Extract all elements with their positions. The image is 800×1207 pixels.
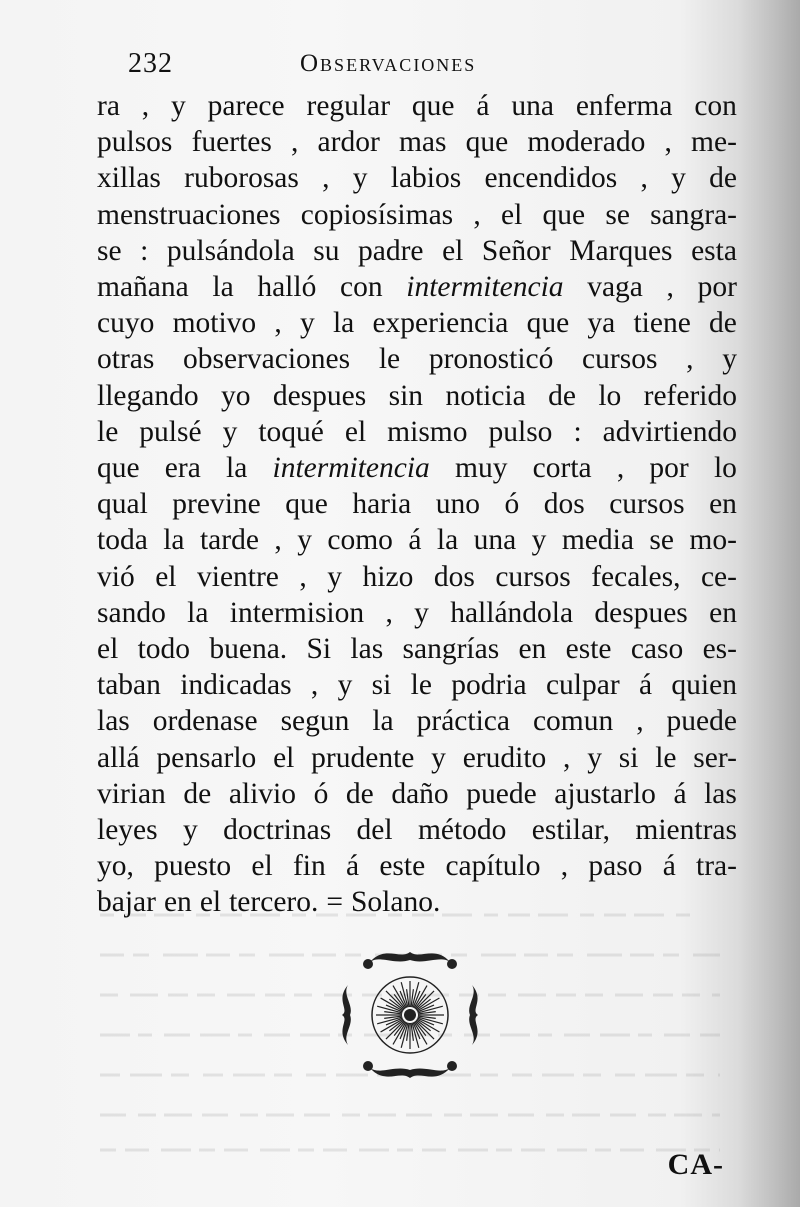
word: á (408, 524, 422, 557)
word: sin (388, 379, 424, 412)
word: como (327, 524, 393, 557)
word: haria (352, 488, 412, 521)
word: mo- (689, 524, 737, 557)
word: le (655, 741, 677, 774)
word: la (436, 524, 459, 557)
word: pronosticó (428, 343, 554, 376)
word: padre (358, 234, 424, 267)
word: su (313, 234, 340, 267)
word: referido (643, 379, 737, 412)
word: pulsé (139, 415, 202, 448)
word: la (332, 307, 355, 340)
word: , (666, 271, 674, 304)
word: daño (391, 777, 449, 810)
word: caso (630, 633, 684, 666)
word: halló (257, 271, 317, 304)
word: cursos (609, 488, 685, 521)
text-line (97, 341, 737, 377)
word: método (417, 814, 507, 847)
word: este (565, 633, 612, 666)
word: paso (588, 850, 643, 883)
word: virian (97, 777, 166, 810)
word: fin (292, 850, 326, 883)
word: si (618, 741, 639, 774)
word: á (476, 90, 490, 122)
word: y (297, 524, 312, 557)
word: observaciones (183, 343, 351, 376)
word: tarde (199, 524, 259, 557)
word: toqué (258, 415, 324, 448)
word: lo (598, 379, 622, 412)
word: sangrías (402, 633, 500, 666)
text-line (97, 124, 737, 160)
word: y (171, 90, 186, 122)
text-line (97, 740, 737, 776)
word: alivio (228, 777, 296, 810)
word: , (560, 850, 569, 883)
word: = (326, 886, 343, 919)
text-line (97, 160, 737, 196)
running-title: Observaciones (300, 50, 477, 77)
word: con (694, 90, 737, 122)
word: y (414, 596, 429, 629)
word: , (664, 126, 672, 159)
word: intermision (229, 596, 365, 629)
word: el (199, 886, 222, 919)
word: tercero. (229, 886, 319, 919)
word: este (379, 850, 426, 883)
body-text (97, 88, 737, 921)
word: y (182, 814, 198, 847)
word: motivo (172, 307, 257, 340)
word: advirtiendo (602, 415, 737, 448)
word: , (322, 162, 330, 195)
word: que (285, 488, 328, 521)
word: , (616, 452, 625, 485)
word: , (385, 596, 393, 629)
word: ajustarlo (554, 777, 656, 810)
word: y (722, 343, 737, 376)
word: á (662, 850, 676, 883)
word: á (345, 850, 360, 883)
word: : (573, 415, 582, 448)
word: las (350, 633, 384, 666)
word: indicadas (180, 669, 292, 702)
word: por (649, 452, 689, 485)
word: tra- (696, 850, 737, 883)
word: que (97, 452, 140, 485)
word: en (518, 633, 547, 666)
word: , (141, 90, 150, 122)
word: en (163, 886, 192, 919)
word: si (371, 669, 392, 702)
word: cursos (495, 560, 571, 593)
word: llegando (97, 379, 199, 412)
text-line (97, 269, 737, 305)
word: ya (587, 307, 616, 340)
word: erudito (462, 741, 547, 774)
word: y (222, 415, 238, 448)
word: muy (455, 452, 508, 485)
word: dos (543, 488, 585, 521)
word: noticia (445, 379, 526, 412)
word: la (226, 452, 248, 485)
word: yo (220, 379, 251, 412)
word: pulsos (97, 126, 173, 159)
word: el (344, 415, 367, 448)
word: en (709, 596, 737, 629)
word: quien (671, 669, 737, 702)
text-line (97, 848, 737, 884)
word: la (187, 596, 209, 629)
word: , (473, 198, 481, 231)
text-line (97, 414, 737, 450)
word: labios (390, 162, 462, 195)
text-line (97, 631, 737, 667)
word: la (372, 705, 394, 738)
word: mientras (635, 814, 737, 847)
word: pulso (488, 415, 553, 448)
text-line (97, 559, 737, 595)
word: Señor (481, 234, 551, 267)
word: doctrinas (223, 814, 332, 847)
word: otras (97, 343, 155, 376)
word: segun (280, 705, 350, 738)
word: de (183, 777, 212, 810)
page-number: 232 (128, 48, 173, 79)
word: hallándola (450, 596, 574, 629)
word: xillas (97, 162, 161, 195)
word: la (212, 271, 234, 304)
word: Marques (569, 234, 673, 267)
word: fuertes (191, 126, 272, 159)
word: me- (691, 126, 737, 159)
word: estilar, (531, 814, 611, 847)
word: podria (451, 669, 527, 702)
text-line (97, 197, 737, 233)
word: vientre (197, 560, 279, 593)
word: el (273, 741, 295, 774)
word: mismo (387, 415, 468, 448)
word: leyes (97, 814, 158, 847)
word: que (465, 126, 509, 159)
word: capítulo (445, 850, 541, 883)
word: le (97, 415, 119, 448)
word: y (337, 669, 353, 702)
word: que (542, 198, 586, 231)
word: las (97, 705, 130, 738)
word: , (274, 524, 282, 557)
word: todo (137, 633, 191, 666)
word: de (345, 777, 374, 810)
word: despues (594, 596, 688, 629)
word: del (356, 814, 393, 847)
word: las (704, 777, 737, 810)
word: puede (666, 705, 737, 738)
text-line (97, 703, 737, 739)
word: tiene (633, 307, 691, 340)
word: comun (532, 705, 614, 738)
word: y (327, 560, 343, 593)
text-line (97, 378, 737, 414)
word: Si (306, 633, 332, 666)
word: previne (172, 488, 261, 521)
text-line (97, 486, 737, 522)
word: era (164, 452, 201, 485)
word: una (511, 90, 554, 122)
word: dos (433, 560, 475, 593)
word: el (251, 850, 273, 883)
word: á (673, 777, 687, 810)
word: buena. (209, 633, 288, 666)
word: , (274, 307, 282, 340)
word: bajar (97, 886, 156, 919)
word: esta (691, 234, 737, 267)
word: cuyo (97, 307, 155, 340)
word: práctica (416, 705, 510, 738)
word: ó (504, 488, 520, 521)
fleuron-sunburst-icon (330, 940, 490, 1090)
word: y (431, 741, 446, 774)
word: , (291, 126, 299, 159)
word: y (531, 524, 547, 557)
word: , (299, 560, 307, 593)
word: una (473, 524, 517, 557)
word: encendidos (484, 162, 618, 195)
word: y (299, 307, 315, 340)
word: ra (97, 90, 120, 122)
word: corta (532, 452, 592, 485)
word: se (605, 198, 630, 231)
word: vió (97, 560, 135, 593)
word: : (140, 234, 149, 267)
word: copiosísimas (300, 198, 454, 231)
text-line (97, 88, 737, 124)
word: de (709, 307, 737, 340)
word: le (410, 669, 432, 702)
text-line (97, 812, 737, 848)
word: por (697, 271, 737, 304)
word: ser- (693, 741, 737, 774)
word: de (709, 162, 737, 195)
word: experiencia (372, 307, 509, 340)
word: ordenase (152, 705, 258, 738)
word: el (155, 560, 177, 593)
word: qual (97, 488, 148, 521)
text-line (97, 305, 737, 341)
word: y (352, 162, 368, 195)
italic-term: intermitencia (406, 271, 564, 304)
word: , (310, 669, 319, 702)
word: el (442, 234, 464, 267)
word: pulsándola (166, 234, 295, 267)
word: se (649, 524, 674, 557)
word: prudente (311, 741, 415, 774)
word: vaga (587, 271, 643, 304)
word: y (587, 741, 602, 774)
word: ó (313, 777, 329, 810)
word: pensarlo (156, 741, 257, 774)
word: cursos (582, 343, 658, 376)
word: , (636, 705, 644, 738)
word: menstruaciones (97, 198, 281, 231)
word: moderado (527, 126, 646, 159)
word: con (340, 271, 383, 304)
word: puede (466, 777, 537, 810)
word: sando (97, 596, 166, 629)
word: culpar (545, 669, 620, 702)
word: ce- (700, 560, 737, 593)
word: el (501, 198, 523, 231)
text-line (97, 233, 737, 269)
word: parece (207, 90, 285, 122)
word: lo (713, 452, 737, 485)
page-edge-shadow (740, 0, 800, 1207)
word: fecales, (591, 560, 681, 593)
word: yo, (97, 850, 134, 883)
word: de (548, 379, 576, 412)
word: le (378, 343, 401, 376)
word: , (640, 162, 648, 195)
word: allá (97, 741, 140, 774)
text-line (97, 450, 737, 486)
word: , (686, 343, 694, 376)
italic-term: intermitencia (272, 452, 430, 485)
word: á (639, 669, 653, 702)
word: Solano. (351, 886, 441, 919)
word: que (526, 307, 570, 340)
word: uno (435, 488, 481, 521)
catchword: CA- (667, 1148, 724, 1181)
word: sangra- (650, 198, 737, 231)
word: y (671, 162, 686, 195)
word: que (411, 90, 455, 122)
text-line (97, 667, 737, 703)
word: hizo (362, 560, 414, 593)
word: en (709, 488, 737, 521)
word: enferma (575, 90, 673, 122)
word: regular (306, 90, 391, 122)
text-line (97, 884, 737, 920)
word: el (97, 633, 119, 666)
text-line (97, 522, 737, 558)
word: despues (272, 379, 367, 412)
word: toda (97, 524, 148, 557)
page-header (128, 48, 728, 82)
word: la (163, 524, 185, 557)
word: puesto (154, 850, 232, 883)
word: , (563, 741, 571, 774)
word: ardor (317, 126, 380, 159)
word: ruborosas (184, 162, 299, 195)
word: media (561, 524, 634, 557)
word: se (97, 234, 122, 267)
word: taban (97, 669, 161, 702)
word: mas (398, 126, 447, 159)
text-line (97, 776, 737, 812)
text-line (97, 595, 737, 631)
word: es- (702, 633, 737, 666)
word: mañana (97, 271, 189, 304)
